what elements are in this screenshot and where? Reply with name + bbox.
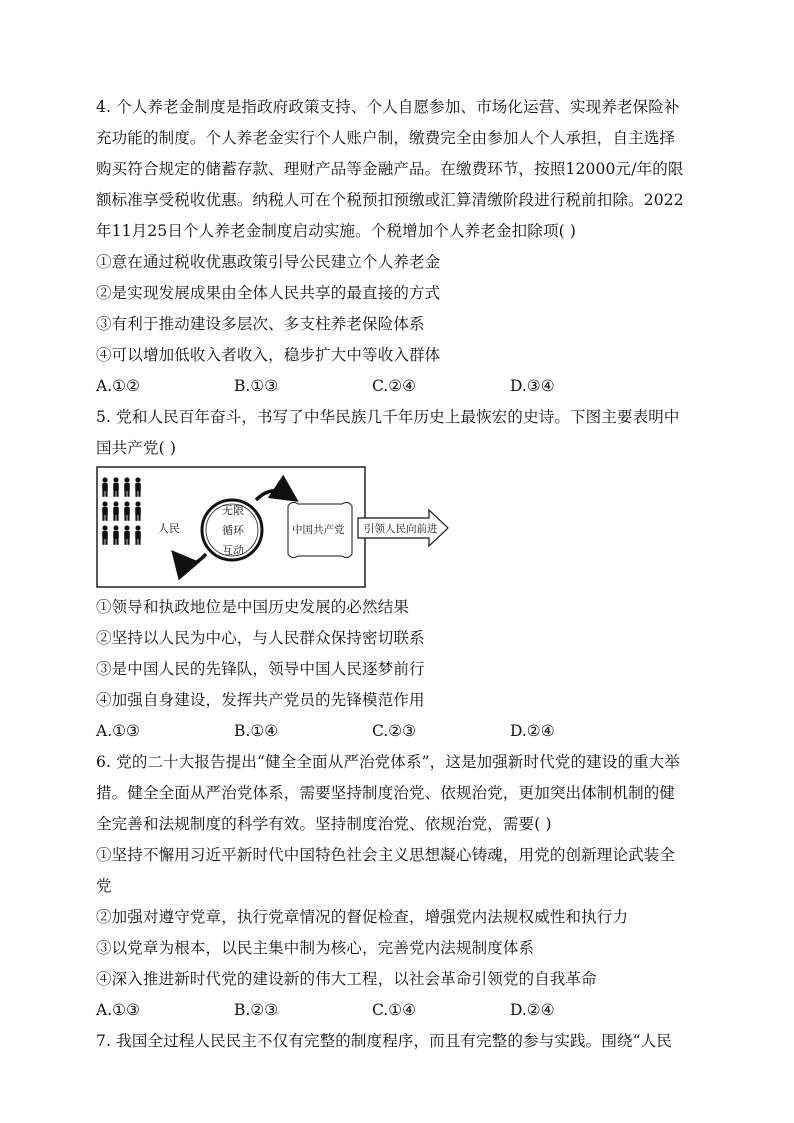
q4-stem-line: 年11月25日个人养老金制度启动实施。个税增加个人养老金扣除项( ) [96, 222, 577, 240]
q4-statement: ③有利于推动建设多层次、多支柱养老保险体系 [96, 315, 425, 333]
party-people-diagram [96, 466, 450, 588]
q4-option-a[interactable]: A.①② [96, 377, 140, 395]
q6-option-c[interactable]: C.①④ [372, 1001, 417, 1019]
content [96, 92, 700, 1057]
people-group-icon [102, 477, 141, 544]
q6-statement: ②加强对遵守党章，执行党章情况的督促检查，增强党内法规权威性和执行力 [96, 908, 629, 926]
q6-option-b[interactable]: B.②③ [234, 1001, 279, 1019]
cycle-label-3: 互动 [222, 544, 244, 557]
forward-arrow-label: 引领人民向前进 [364, 523, 438, 535]
q5-option-b[interactable]: B.①④ [234, 722, 279, 740]
q6-statement: ④深入推进新时代党的建设新的伟大工程，以社会革命引领党的自我革命 [96, 970, 597, 988]
q6-options [96, 995, 700, 1026]
q6-stem-line: 6. 党的二十大报告提出“健全全面从严治党体系”，这是加强新时代党的建设的重大举 [96, 753, 681, 771]
question-4 [96, 92, 700, 402]
q5-options [96, 716, 700, 747]
q5-option-a[interactable]: A.①③ [96, 722, 140, 740]
q5-statement: ③是中国人民的先锋队，领导中国人民逐梦前行 [96, 660, 425, 678]
q5-statement: ①领导和执政地位是中国历史发展的必然结果 [96, 598, 410, 616]
arrow-to-party-icon [256, 491, 290, 500]
party-label: 中国共产党 [292, 524, 345, 536]
q6-statement: ①坚持不懈用习近平新时代中国特色社会主义思想凝心铸魂，用党的创新理论武装全 [96, 846, 676, 864]
q4-options [96, 371, 700, 402]
q5-statement: ④加强自身建设，发挥共产党员的先锋模范作用 [96, 691, 425, 709]
q6-stem-line: 措。健全全面从严治党体系，需要坚持制度治党、依规治党，更加突出体制机制的健 [96, 784, 676, 802]
q6-stem-line: 全完善和法规制度的科学有效。坚持制度治党、依规治党，需要( ) [96, 815, 552, 833]
q4-option-b[interactable]: B.①③ [234, 377, 279, 395]
cycle-label-2: 循环 [222, 524, 244, 537]
q5-stem-line: 国共产党( ) [96, 439, 177, 457]
q6-option-a[interactable]: A.①③ [96, 1001, 140, 1019]
question-6 [96, 747, 700, 1026]
q4-stem-line: 额标准享受税收优惠。纳税人可在个税预扣预缴或汇算清缴阶段进行税前扣除。2022 [96, 191, 684, 209]
q4-stem-line: 购买符合规定的储蓄存款、理财产品等金融产品。在缴费环节，按照12000元/年的限 [96, 160, 684, 178]
arrow-to-people-icon [178, 554, 206, 564]
cycle-label-1: 无限 [222, 504, 244, 517]
question-5 [96, 402, 700, 747]
q4-option-c[interactable]: C.②④ [372, 377, 417, 395]
q6-statement: 党 [96, 877, 112, 895]
q4-stem-line: 4. 个人养老金制度是指政府政策支持、个人自愿参加、市场化运营、实现养老保险补 [96, 98, 680, 116]
q5-option-d[interactable]: D.②④ [510, 722, 555, 740]
people-label: 人民 [158, 522, 180, 535]
q5-stem-line: 5. 党和人民百年奋斗，书写了中华民族几千年历史上最恢宏的史诗。下图主要表明中 [96, 408, 680, 426]
q5-option-c[interactable]: C.②③ [372, 722, 417, 740]
question-7 [96, 1026, 700, 1057]
q6-statement: ③以党章为根本，以民主集中制为核心，完善党内法规制度体系 [96, 939, 535, 957]
q4-statement: ②是实现发展成果由全体人民共享的最直接的方式 [96, 284, 441, 302]
q4-stem-line: 充功能的制度。个人养老金实行个人账户制，缴费完全由参加人个人承担，自主选择 [96, 129, 676, 147]
q5-statement: ②坚持以人民为中心，与人民群众保持密切联系 [96, 629, 425, 647]
q6-option-d[interactable]: D.②④ [510, 1001, 555, 1019]
q4-statement: ①意在通过税收优惠政策引导公民建立个人养老金 [96, 253, 441, 271]
q4-statement: ④可以增加低收入者收入，稳步扩大中等收入群体 [96, 346, 441, 364]
q4-option-d[interactable]: D.③④ [510, 377, 555, 395]
q7-stem-line: 7. 我国全过程人民民主不仅有完整的制度程序，而且有完整的参与实践。围绕“人民 [96, 1032, 672, 1050]
